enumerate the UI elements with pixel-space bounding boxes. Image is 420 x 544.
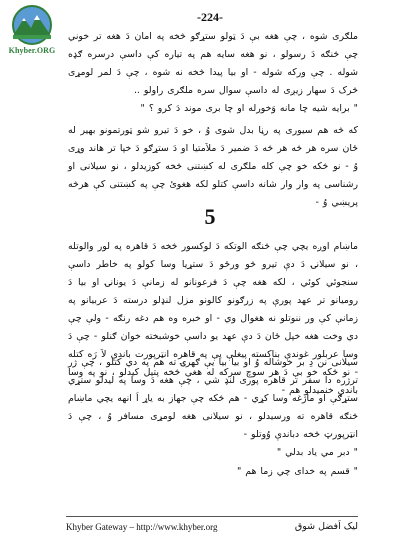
paragraph-1: ملګری شوه ، چې هغه بې دَ ټولو ستړګو څخه په امان دَ هغه تر خوني چې څنګه دَ رسولو ، نو هغه سایه هم په تیاره کې داسې درسره ګډه شوله . چې ورکه شوله - او بیا پیدا څخه نه شوه ، چې دَ لمر لومړی څرک دَ سهار زیږی له داسې سوال سره ملګری راولو .. [68, 31, 358, 96]
dialogue-line-2: " قسم په خدای چي زما هم " [236, 466, 358, 477]
paragraph-2: که څه هم سیوری په رڼا بدل شوی وُ ، خو دَ تیرو شو ټورتمونو بهیر له ځان سره هر څه هر څه دَ ضمیر دَ ملاَمتیا او دَ ستړګو دَ خپا تر هاند وړی وُ - نو څکه خو چې کله ملګری له کښتنی څخه کوزیدلو ، نو سیلانی او رشناسی په وار وار شانه داسې کتلو لکه هغوئ چې په کښتنی کې هرڅه پریښي وُ - [68, 125, 358, 208]
footer-site-link[interactable]: Khyber Gateway – http://www.khyber.org [66, 522, 218, 532]
paragraph-3: ماښام اوږه یچي چې څنګه الوتکه دَ لوکسور څخه دَ قاهره په لور والوتله ، نو سیلانۍ دَ دې تیرو څو ورځو دَ ستړیا وسا کولو په خاطر داسې سنجوئي کوئي ، لکه هغه چې دَ فرعونانو له زمانې دَ یونانۍ او بیا دَ رومیانو تر عهد پورې په زرګونو کالونو مزل لنډلو درسته دَ عربیانو په زمانې کې ور ننوتلو نه هغوال وي - او خبره وه هم دغه رنګه - ولې چې دي وخت هغه خپل ځان دَ دې عهد یو داسې خوشبخته خوان ګنلو - چې دَ وسا عربلور غوندې بناکسته پیغلې یې په قاهره انټرپورت باندې لاَ رَه کتله - نو څکه خو بې دَ هر سوچ سرکه له هغې څخه پتیل کیدلو ، نو په وسا باندې خنمیدلو هم - [68, 241, 358, 396]
dialogue-line-1: " دبر مي یاد بدلي " [276, 447, 358, 458]
footer-author: لیک اَفضل شوق [294, 521, 358, 532]
quote-question: " برایه شیه چا مانه وَخورله او چا بری موند دَ کرو ؟ " [140, 103, 358, 114]
chapter-heading: 5 [204, 204, 216, 229]
footer-divider [66, 516, 358, 517]
paragraph-4: سیلانی نن دِ بر خوشاله وُ او بیا بیا یې ګهرۍ ته هم په دي کتلو ، چې ژر ترژره دا سفر تر قاهره پوری لنډ شي ، چې هغه دَ وسا په لیدلو ستړي ستړګې او ماژغه وسا کړي - هم څکه چې جهاز به یاړ اَ انهه یچي ماښام څنګه قاهره ته ورسیدلو ، نو سیلانی هغه لومړی مسافر وُ ، چې دَ انټرپورټ څخه دباندې وُوتلو - [68, 357, 358, 440]
page-number: -224- [197, 10, 223, 24]
logo-caption: Khyber.ORG [8, 46, 56, 55]
